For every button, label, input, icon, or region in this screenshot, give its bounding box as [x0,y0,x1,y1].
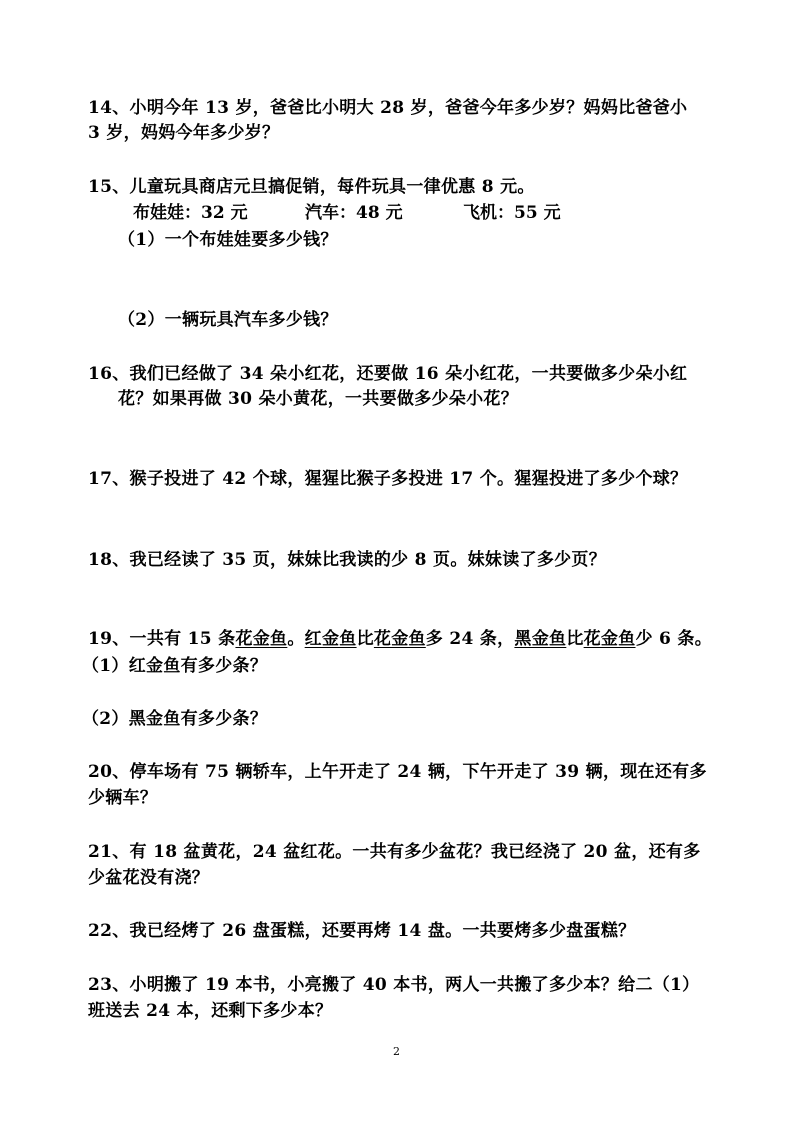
q19-text-a: 19、一共有 15 条 [88,629,236,649]
q20-line-2: 少辆车？ [88,788,158,808]
q21-line-2: 少盆花没有浇？ [88,868,210,888]
price-plane: 飞机：55 元 [463,203,561,223]
q16-line-2: 花？如果再做 30 朵小黄花，一共要做多少朵小花？ [118,389,518,409]
page-number: 2 [393,1045,400,1058]
q17-line-1: 17、猴子投进了 42 个球，猩猩比猴子多投进 17 个。猩猩投进了多少个球？ [88,469,688,489]
q15-price-list [0,201,793,225]
q19-text-f: 花金鱼 [373,629,426,649]
q18-line-1: 18、我已经读了 35 页，妹妹比我读的少 8 页。妹妹读了多少页？ [88,550,607,570]
q19-line-1 [88,627,712,651]
q19-text-k: 少 6 条。 [635,629,712,649]
q19-text-b: 花金鱼 [235,629,288,649]
q19-subquestion-2: （2）黑金鱼有多少条？ [82,709,268,729]
q19-text-d: 红金鱼 [304,629,357,649]
price-car: 汽车：48 元 [305,203,403,223]
q15-line-1: 15、儿童玩具商店元旦搞促销，每件玩具一律优惠 8 元。 [88,177,535,197]
q20-line-1: 20、停车场有 75 辆轿车，上午开走了 24 辆，下午开走了 39 辆，现在还有多 [88,762,707,782]
price-doll: 布娃娃：32 元 [133,203,248,223]
q14-line-2: 3 岁，妈妈今年多少岁？ [88,123,280,143]
q14-line-1: 14、小明今年 13 岁，爸爸比小明大 28 岁，爸爸今年多少岁？妈妈比爸爸小 [88,98,688,118]
q15-subquestion-1: （1）一个布娃娃要多少钱？ [118,230,338,250]
q16-line-1: 16、我们已经做了 34 朵小红花，还要做 16 朵小红花，一共要做多少朵小红 [88,364,688,384]
q23-line-2: 班送去 24 本，还剩下多少本？ [88,1001,333,1021]
q21-line-1: 21、有 18 盆黄花，24 盆红花。一共有多少盆花？我已经浇了 20 盆，还有多 [88,842,701,862]
q22-line-1: 22、我已经烤了 26 盘蛋糕，还要再烤 14 盘。一共要烤多少盘蛋糕？ [88,921,636,941]
q15-subquestion-2: （2）一辆玩具汽车多少钱？ [118,310,338,330]
q19-text-h: 黑金鱼 [514,629,567,649]
q23-line-1: 23、小明搬了 19 本书，小亮搬了 40 本书，两人一共搬了多少本？给二（1） [88,975,700,995]
q19-text-c: 。 [287,629,305,649]
q19-text-i: 比 [566,629,584,649]
q19-text-e: 比 [356,629,374,649]
q19-subquestion-1: （1）红金鱼有多少条？ [82,656,268,676]
q19-text-j: 花金鱼 [583,629,636,649]
q19-text-g: 多 24 条， [425,629,515,649]
